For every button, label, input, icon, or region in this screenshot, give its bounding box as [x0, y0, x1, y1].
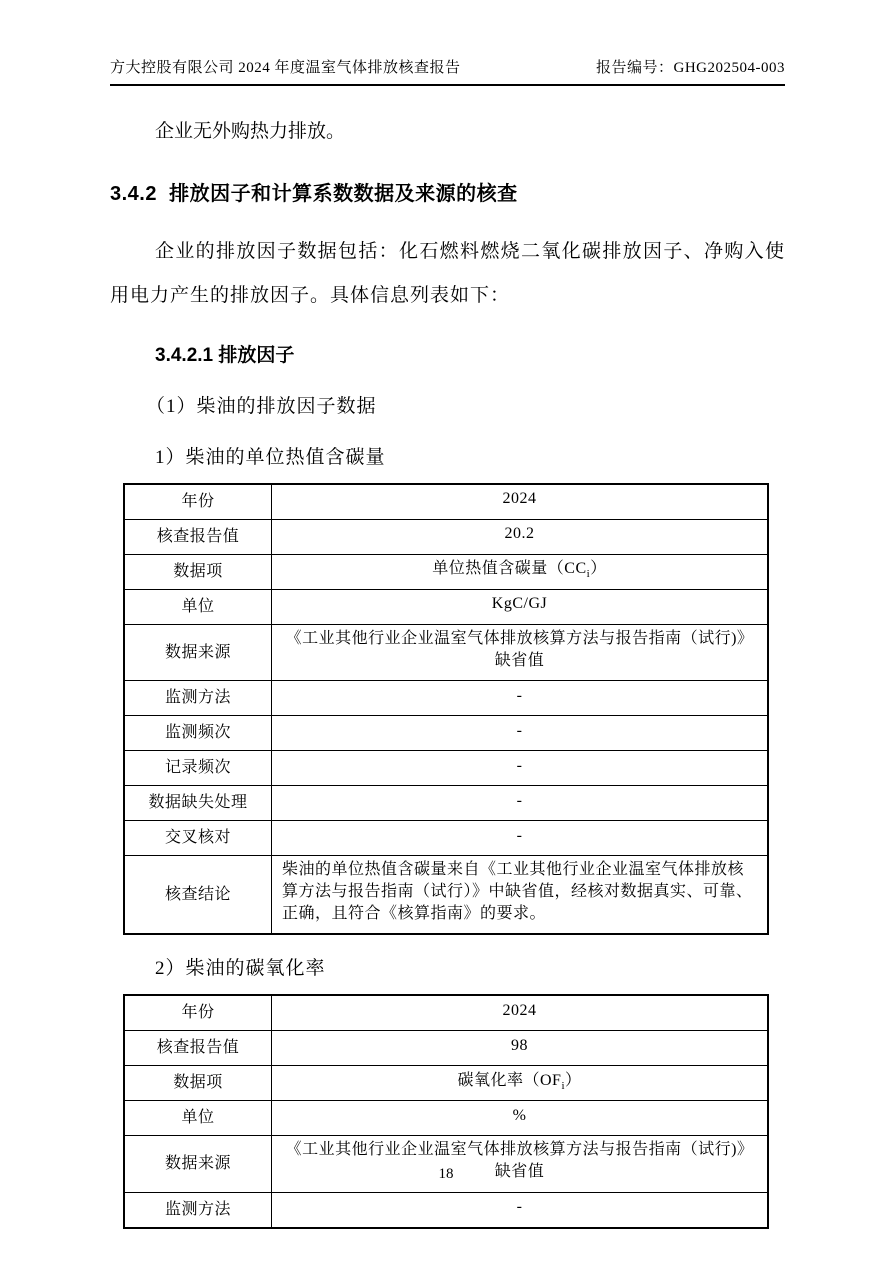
row-value: - [272, 786, 769, 821]
table-row [124, 1136, 768, 1192]
header-title: 方大控股有限公司 2024 年度温室气体排放核查报告 [110, 60, 461, 76]
table-row [124, 786, 768, 821]
row-label: 监测频次 [124, 716, 272, 751]
table-row [124, 590, 768, 625]
table-row [124, 856, 768, 935]
row-label: 核查结论 [124, 856, 272, 935]
row-value: - [272, 681, 769, 716]
row-value: % [272, 1101, 769, 1136]
page-number: 18 [438, 1166, 454, 1182]
row-value: 单位热值含碳量$(CC_i)$ [272, 555, 769, 590]
row-value: - [272, 716, 769, 751]
row-label: 监测方法 [124, 681, 272, 716]
row-label: 核查报告值 [124, 520, 272, 555]
row-label: 数据项 [124, 555, 272, 590]
row-label: 监测方法 [124, 1192, 272, 1228]
row-value: - [272, 1192, 769, 1228]
table-row [124, 716, 768, 751]
page-header [110, 56, 785, 86]
list-item-diesel-oxidation-rate: 2）柴油的碳氧化率 [155, 958, 326, 980]
paragraph-no-heat-emission: 企业无外购热力排放。 [155, 121, 346, 142]
row-value: 98 [272, 1031, 769, 1066]
row-label: 数据来源 [124, 625, 272, 681]
row-value: 2024 [272, 484, 769, 520]
row-label: 记录频次 [124, 751, 272, 786]
table-row [124, 555, 768, 590]
row-value: 20.2 [272, 520, 769, 555]
table-row [124, 1031, 768, 1066]
row-value: - [272, 751, 769, 786]
row-label: 数据缺失处理 [124, 786, 272, 821]
row-label: 交叉核对 [124, 821, 272, 856]
table-row [124, 1066, 768, 1101]
subsection-heading-3-4-2-1: 3.4.2.1 排放因子 [155, 345, 295, 366]
row-value: KgC/GJ [272, 590, 769, 625]
table-row [124, 484, 768, 520]
table-row [124, 681, 768, 716]
table-row [124, 751, 768, 786]
row-label: 单位 [124, 1101, 272, 1136]
section-heading-3-4-2: 3.4.2 排放因子和计算系数数据及来源的核查 [110, 183, 518, 205]
row-label: 核查报告值 [124, 1031, 272, 1066]
table-row [124, 520, 768, 555]
row-value: 《工业其他行业企业温室气体排放核算方法与报告指南（试行)》缺省值 [272, 1136, 769, 1192]
header-report-number: 报告编号：GHG202504-003 [596, 60, 785, 76]
table-row [124, 995, 768, 1031]
row-value: 碳氧化率$(OF_i)$ [272, 1066, 769, 1101]
table-row [124, 1192, 768, 1228]
row-label: 数据项 [124, 1066, 272, 1101]
row-label: 年份 [124, 484, 272, 520]
row-label: 数据来源 [124, 1136, 272, 1192]
table-row [124, 821, 768, 856]
row-value: - [272, 821, 769, 856]
list-item-diesel-factor-data: （1）柴油的排放因子数据 [146, 396, 377, 417]
table-row [124, 625, 768, 681]
table-row [124, 1101, 768, 1136]
row-value: 2024 [272, 995, 769, 1031]
row-label: 年份 [124, 995, 272, 1031]
row-value: 柴油的单位热值含碳量来自《工业其他行业企业温室气体排放核算方法与报告指南（试行）》中缺省值，经核对数据真实、可靠、正确，且符合《核算指南》的要求。 [272, 856, 769, 935]
paragraph-emission-factors-intro: 企业的排放因子数据包括：化石燃料燃烧二氧化碳排放因子、净购入使用电力产生的排放因子。具体信息列表如下： [110, 241, 785, 306]
diesel-heat-carbon-table [123, 483, 769, 935]
row-value: 《工业其他行业企业温室气体排放核算方法与报告指南（试行)》缺省值 [272, 625, 769, 681]
list-item-diesel-heat-carbon: 1）柴油的单位热值含碳量 [155, 447, 386, 468]
row-label: 单位 [124, 590, 272, 625]
diesel-oxidation-rate-table [123, 994, 769, 1228]
